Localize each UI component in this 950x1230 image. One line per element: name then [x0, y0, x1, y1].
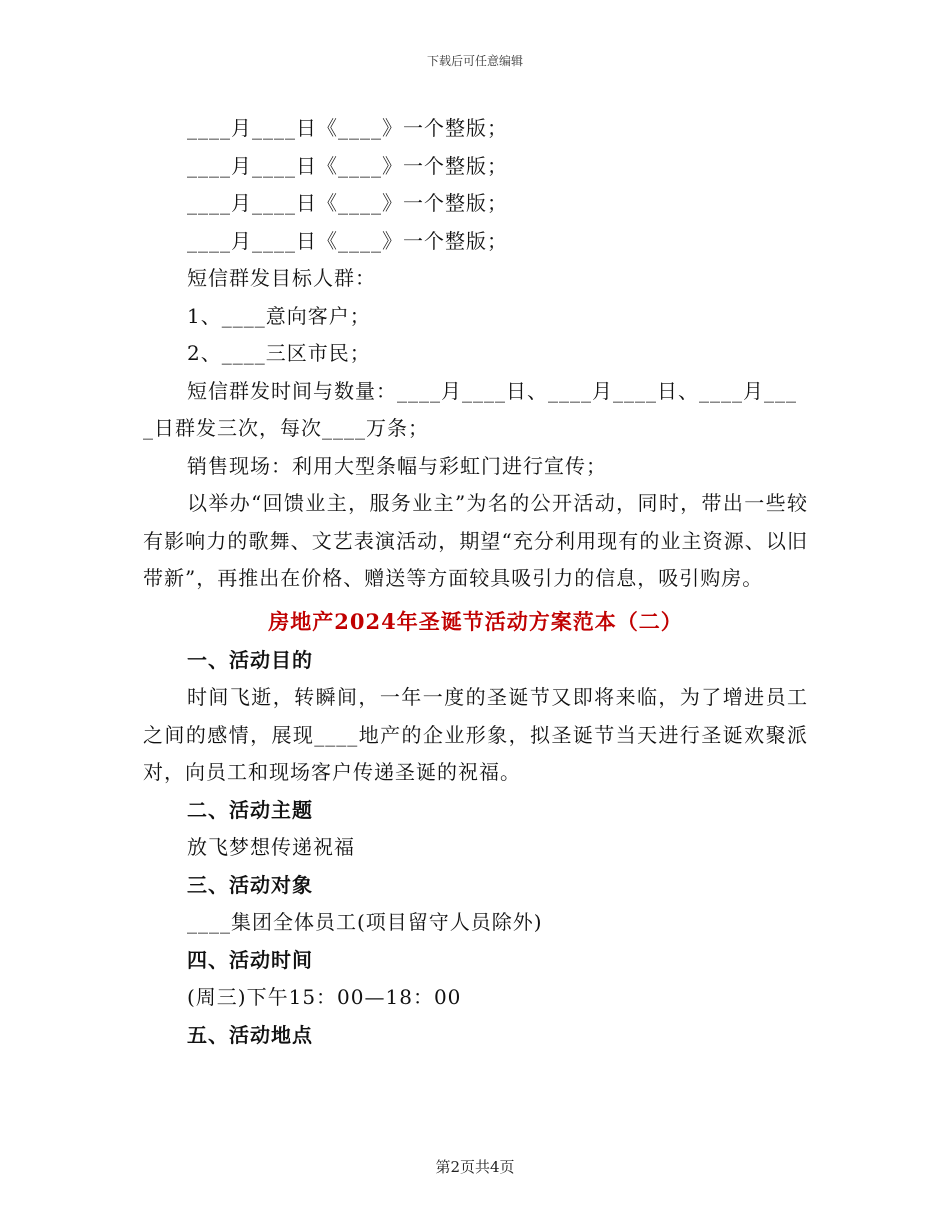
heading-purpose: 一、活动目的 [187, 647, 313, 672]
audience-text: ____集团全体员工(项目留守人员除外) [187, 910, 543, 934]
sms-target-2: 2、____三区市民； [187, 341, 371, 365]
document-body [143, 110, 808, 1054]
heading-location: 五、活动地点 [187, 1022, 313, 1047]
sms-schedule-line-2: _日群发三次，每次____万条； [143, 416, 429, 440]
sms-target-1: 1、____意向客户； [187, 303, 371, 328]
page-header: 下载后可任意编辑 [426, 54, 523, 68]
theme-text: 放飞梦想传递祝福 [187, 835, 355, 859]
event-paragraph: 以举办“回馈业主，服务业主”为名的公开活动，同时，带出一些较有影响力的歌舞、文艺表演活动，期望“充分利用现有的业主资源、以旧带新”，再推出在价格、赠送等方面较具吸引力的信息，吸引购房。 [143, 491, 808, 590]
ad-line-1: ____月____日《____》一个整版； [187, 116, 508, 140]
sms-target-heading: 短信群发目标人群： [187, 266, 376, 290]
heading-audience: 三、活动对象 [187, 872, 313, 897]
sales-site-line: 销售现场：利用大型条幅与彩虹门进行宣传； [187, 453, 607, 478]
heading-theme: 二、活动主题 [187, 797, 313, 822]
page-footer: 第2页共4页 [435, 1158, 515, 1176]
time-text: (周三)下午15：00—18：00 [187, 985, 462, 1009]
ad-line-2: ____月____日《____》一个整版； [187, 153, 508, 178]
purpose-paragraph: 时间飞逝，转瞬间，一年一度的圣诞节又即将来临，为了增进员工之间的感情，展现____地产的企业形象，拟圣诞节当天进行圣诞欢聚派对，向员工和现场客户传递圣诞的祝福。 [143, 685, 808, 784]
ad-line-3: ____月____日《____》一个整版； [187, 191, 508, 215]
ad-line-4: ____月____日《____》一个整版； [187, 228, 508, 253]
sms-schedule-line-1: 短信群发时间与数量：____月____日、____月____日、____月___ [187, 378, 797, 403]
heading-time: 四、活动时间 [187, 947, 313, 972]
section-title: 房地产2024年圣诞节活动方案范本（二） [268, 608, 683, 634]
